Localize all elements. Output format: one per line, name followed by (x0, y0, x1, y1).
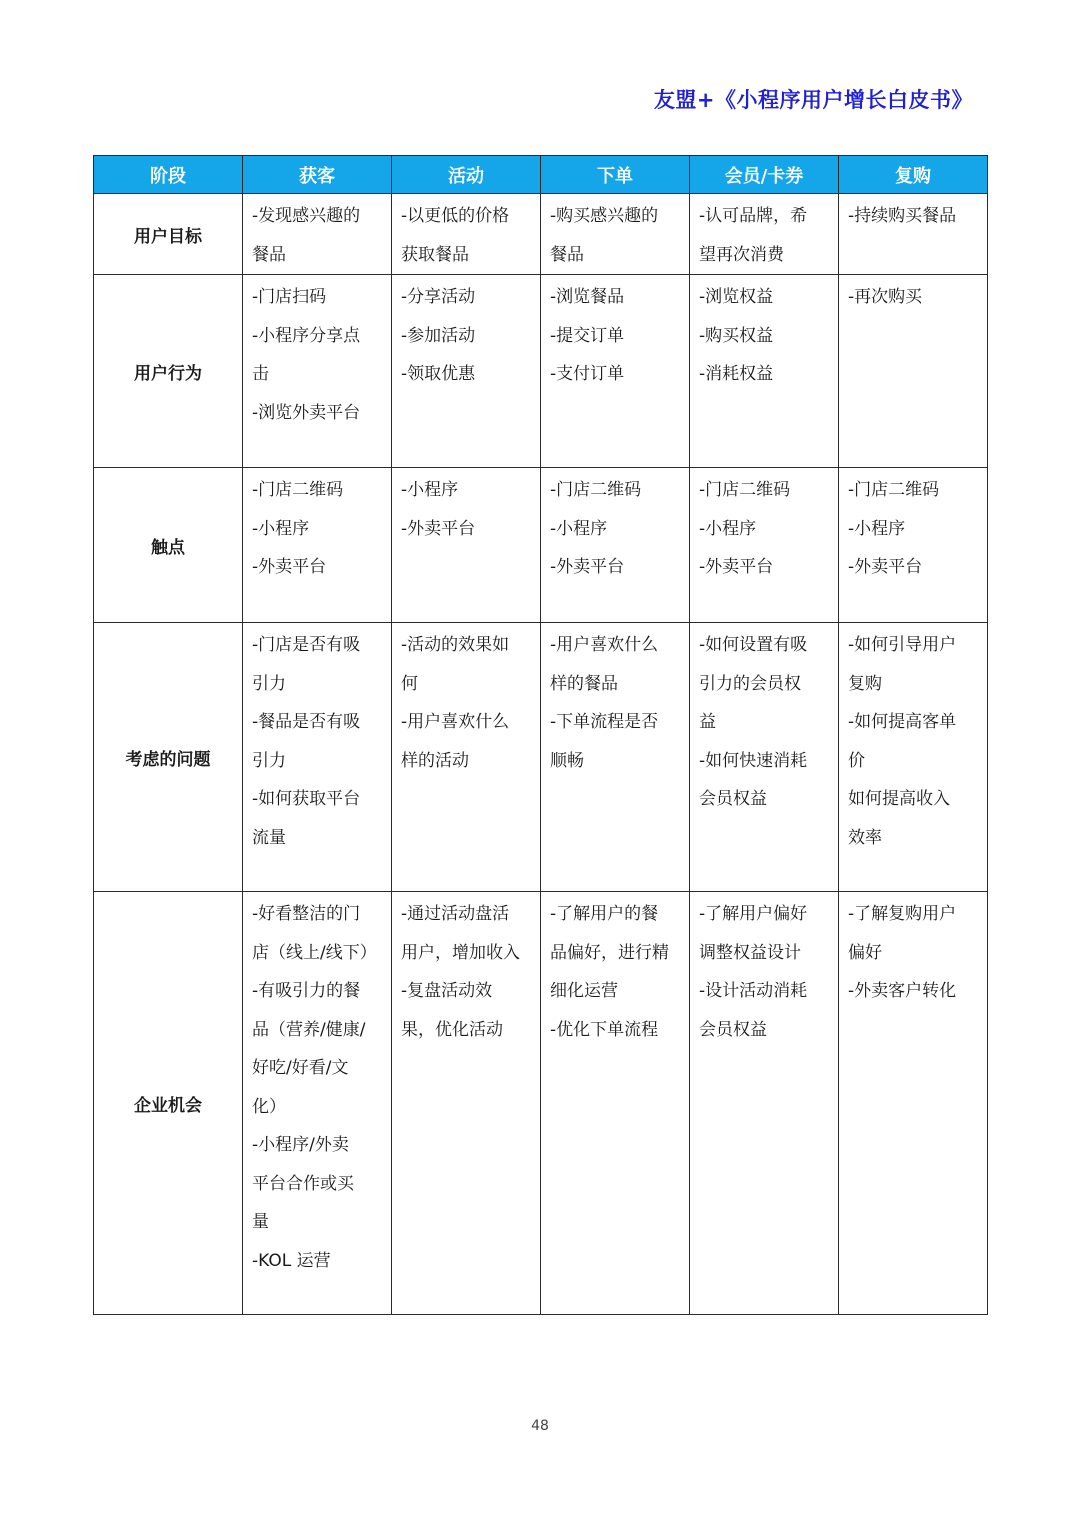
cell-line: 如何提高收入 (848, 789, 950, 809)
cell-line: -外卖平台 (401, 518, 476, 539)
cell-line: -支付订单 (550, 364, 625, 384)
table-cell (243, 275, 392, 468)
cell-line: 何 (401, 673, 418, 694)
cell-line: -参加活动 (401, 325, 476, 346)
cell-line: -门店是否有吸 (252, 635, 361, 655)
cell-line: 偏好 (848, 942, 882, 963)
cell-line: -用户喜欢什么 (550, 635, 659, 655)
table-row (94, 892, 988, 1315)
cell-line: -如何快速消耗 (699, 750, 808, 771)
column-header-stage: 阶段 (94, 156, 243, 194)
cell-line: -复盘活动效 (401, 981, 493, 1001)
header-row (94, 156, 988, 194)
cell-line: -外卖平台 (550, 557, 625, 577)
cell-line: -优化下单流程 (550, 1019, 659, 1040)
table-cell (690, 892, 839, 1315)
cell-line: -好看整洁的门 (252, 904, 361, 924)
stage-label: 用户行为 (94, 275, 243, 468)
cell-line: 店（线上/线下） (252, 942, 377, 963)
cell-line: 用户，增加收入 (401, 942, 520, 963)
page-number: 48 (531, 1418, 549, 1434)
cell-line: -用户喜欢什么 (401, 712, 510, 732)
cell-line: -门店二维码 (848, 480, 940, 500)
column-header-order: 下单 (541, 156, 690, 194)
cell-line: 样的活动 (401, 750, 469, 771)
cell-line: -如何获取平台 (252, 789, 361, 809)
cell-line: -有吸引力的餐 (252, 981, 361, 1001)
table-cell (243, 623, 392, 892)
cell-line: 引力的会员权 (699, 673, 801, 694)
cell-line: -餐品是否有吸 (252, 712, 361, 732)
cell-line: 平台合作或买 (252, 1173, 354, 1194)
cell-line: 引力 (252, 750, 286, 771)
table-cell (690, 194, 839, 275)
table-cell (839, 275, 988, 468)
table-row (94, 275, 988, 468)
user-journey-table (93, 155, 988, 1315)
stage-label: 企业机会 (94, 892, 243, 1315)
table-cell (690, 623, 839, 892)
table-body (94, 194, 988, 1315)
table-cell (839, 892, 988, 1315)
table-row (94, 623, 988, 892)
table-cell (541, 892, 690, 1315)
cell-line: 流量 (252, 827, 286, 848)
cell-line: 品（营养/健康/ (252, 1019, 366, 1040)
cell-line: -了解用户的餐 (550, 904, 659, 924)
cell-line: 化） (252, 1096, 286, 1117)
cell-line: -消耗权益 (699, 364, 774, 384)
table-cell (839, 194, 988, 275)
cell-line: -设计活动消耗 (699, 981, 808, 1001)
cell-line: -如何引导用户 (848, 635, 957, 655)
cell-line: 顺畅 (550, 750, 584, 771)
table-row (94, 194, 988, 275)
cell-line: -购买感兴趣的 (550, 206, 659, 226)
table-cell (839, 468, 988, 623)
cell-line: 细化运营 (550, 981, 618, 1001)
cell-line: -再次购买 (848, 287, 923, 307)
cell-line: 益 (699, 712, 716, 732)
stage-label: 考虑的问题 (94, 623, 243, 892)
cell-line: -小程序 (252, 518, 310, 539)
cell-line: 餐品 (550, 244, 584, 265)
cell-line: -门店扫码 (252, 287, 327, 307)
cell-line: -门店二维码 (252, 480, 344, 500)
table-cell (541, 194, 690, 275)
table-cell (392, 892, 541, 1315)
table-cell (541, 623, 690, 892)
column-header-activity: 活动 (392, 156, 541, 194)
cell-line: -外卖平台 (252, 557, 327, 577)
table-cell (392, 194, 541, 275)
cell-line: -浏览外卖平台 (252, 402, 361, 423)
cell-line: 会员权益 (699, 789, 767, 809)
cell-line: -提交订单 (550, 325, 625, 346)
cell-line: -浏览权益 (699, 287, 774, 307)
cell-line: -以更低的价格 (401, 206, 510, 226)
cell-line: 引力 (252, 673, 286, 694)
cell-line: -小程序/外卖 (252, 1135, 349, 1155)
cell-line: -分享活动 (401, 287, 476, 307)
table-cell (839, 623, 988, 892)
cell-line: -小程序 (401, 480, 459, 500)
cell-line: -购买权益 (699, 325, 774, 346)
table-cell (392, 468, 541, 623)
cell-line: 望再次消费 (699, 244, 784, 265)
cell-line: 价 (848, 750, 865, 771)
cell-line: -通过活动盘活 (401, 904, 510, 924)
table-cell (392, 623, 541, 892)
table-cell (243, 892, 392, 1315)
cell-line: -小程序 (550, 518, 608, 539)
stage-label: 触点 (94, 468, 243, 623)
table-cell (243, 468, 392, 623)
cell-line: -如何提高客单 (848, 712, 957, 732)
cell-line: -发现感兴趣的 (252, 206, 361, 226)
cell-line: 品偏好，进行精 (550, 942, 669, 963)
cell-line: 效率 (848, 827, 882, 848)
table-cell (690, 468, 839, 623)
cell-line: -外卖平台 (699, 557, 774, 577)
cell-line: -了解用户偏好 (699, 904, 808, 924)
cell-line: -活动的效果如 (401, 635, 510, 655)
column-header-acquisition: 获客 (243, 156, 392, 194)
cell-line: -了解复购用户 (848, 904, 957, 924)
cell-line: -小程序 (848, 518, 906, 539)
table-cell (392, 275, 541, 468)
cell-line: 会员权益 (699, 1019, 767, 1040)
cell-line: 样的餐品 (550, 673, 618, 694)
cell-line: 复购 (848, 673, 882, 694)
cell-line: -外卖客户转化 (848, 981, 957, 1001)
cell-line: -如何设置有吸 (699, 635, 808, 655)
table-cell (541, 275, 690, 468)
table-cell (541, 468, 690, 623)
cell-line: 好吃/好看/文 (252, 1058, 349, 1078)
cell-line: -小程序 (699, 518, 757, 539)
cell-line: -领取优惠 (401, 364, 476, 384)
cell-line: -KOL 运营 (252, 1250, 331, 1271)
table-cell (690, 275, 839, 468)
table-row (94, 468, 988, 623)
cell-line: 击 (252, 364, 269, 384)
cell-line: 果，优化活动 (401, 1019, 503, 1040)
cell-line: -持续购买餐品 (848, 206, 957, 226)
cell-line: -门店二维码 (699, 480, 791, 500)
table-cell (243, 194, 392, 275)
cell-line: -小程序分享点 (252, 325, 361, 346)
column-header-repurchase: 复购 (839, 156, 988, 194)
cell-line: -浏览餐品 (550, 287, 625, 307)
document-title: 友盟+《小程序用户增长白皮书》 (653, 88, 973, 112)
cell-line: -门店二维码 (550, 480, 642, 500)
cell-line: 量 (252, 1212, 269, 1232)
cell-line: 餐品 (252, 244, 286, 265)
cell-line: 调整权益设计 (699, 942, 801, 963)
stage-label: 用户目标 (94, 194, 243, 275)
cell-line: -外卖平台 (848, 557, 923, 577)
cell-line: 获取餐品 (401, 244, 469, 265)
cell-line: -认可品牌，希 (699, 206, 808, 226)
table-header (94, 156, 988, 194)
column-header-membership: 会员/卡券 (690, 156, 839, 194)
cell-line: -下单流程是否 (550, 712, 659, 732)
